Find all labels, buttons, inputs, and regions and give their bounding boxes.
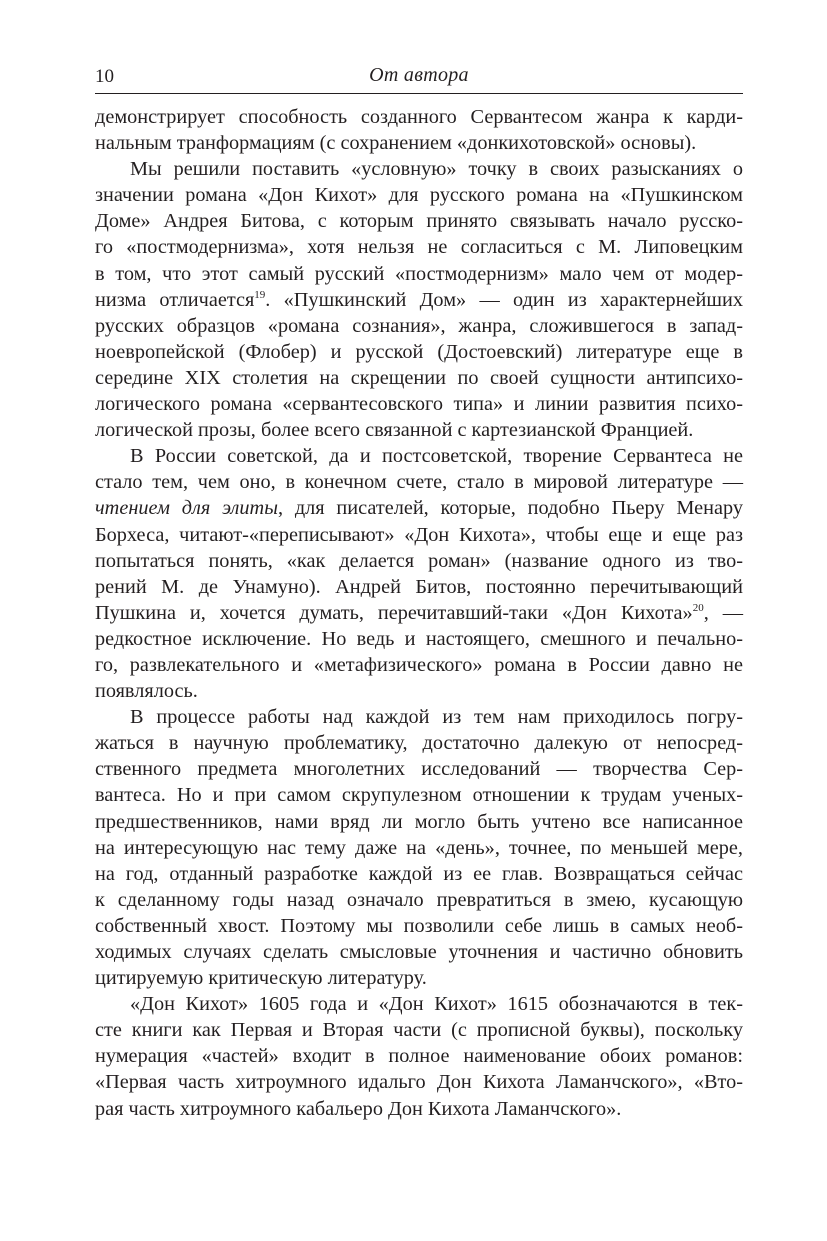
text-line: цитируемую критическую литературу. <box>95 967 427 990</box>
italic-phrase: чтением для элиты <box>95 497 278 520</box>
text-line: ходимых случаях сделать смысловые уточнения и частично обновить <box>95 941 743 963</box>
page-number: 10 <box>95 66 114 87</box>
page-header <box>95 64 743 92</box>
text-fragment: , для писателей, которые, подобно Пьеру Менару <box>277 497 743 520</box>
footnote-ref-20[interactable]: 20 <box>692 601 704 614</box>
text-line: жаться в научную проблематику, достаточно далекую от непосред- <box>95 732 743 755</box>
text-line: демонстрирует способность созданного Сервантесом жанра к карди- <box>95 106 743 128</box>
text-line-with-footnote <box>95 600 743 626</box>
footnote-ref-19[interactable]: 19 <box>254 288 266 301</box>
text-line: Борхеса, читают-«переписывают» «Дон Кихота», чтобы еще и еще раз <box>95 523 743 546</box>
text-line: нальным транформациям (с сохранением «донкихотовской» основы). <box>95 132 697 155</box>
text-line: логической прозы, более всего связанной с картезианской Францией. <box>95 419 694 442</box>
text-line: рая часть хитроумного кабальеро Дон Кихота Ламанчского». <box>95 1097 622 1120</box>
text-line: собственный хвост. Поэтому мы позволили себе лишь в самых необ- <box>95 914 743 937</box>
text-line: редкостное исключение. Но ведь и настоящего, смешного и печально- <box>95 627 743 650</box>
text-line: нумерация «частей» входит в полное наименование обоих романов: <box>95 1045 743 1068</box>
text-line: Мы решили поставить «условную» точку в своих разысканиях о <box>130 158 743 181</box>
text-line: к сделанному годы назад означало превратиться в змею, кусающую <box>95 888 743 911</box>
text-line: появлялось. <box>95 680 198 703</box>
text-line: Доме» Андрея Битова, с которым принято связывать начало русско- <box>95 210 743 233</box>
text-line-with-italic <box>95 495 743 521</box>
text-line: го, развлекательного и «метафизического» романа в России давно не <box>95 653 743 676</box>
text-line: логического романа «сервантесовского типа» и линии развития психо- <box>95 393 743 416</box>
text-line: стало тем, чем оно, в конечном счете, стало в мировой литературе — <box>95 471 743 494</box>
paragraph-5 <box>95 991 743 1121</box>
text-line: сте книги как Первая и Вторая части (с прописной буквы), поскольку <box>95 1019 743 1042</box>
text-fragment: . «Пушкинский Дом» — один из характернейших <box>265 288 743 311</box>
text-line: середине XIX столетия на скрещении по своей сущности антипсихо- <box>95 366 743 389</box>
text-line: «Первая часть хитроумного идальго Дон Кихота Ламанчского», «Вто- <box>95 1071 743 1094</box>
text-fragment: , — <box>703 601 743 624</box>
paragraph-1 <box>95 104 743 156</box>
text-line: рений М. де Унамуно). Андрей Битов, постоянно перечитывающий <box>95 575 743 598</box>
text-line-with-footnote <box>95 287 743 313</box>
text-line: вантеса. Но и при самом скрупулезном отношении к трудам ученых- <box>95 784 743 807</box>
text-line: русских образцов «романа сознания», жанра, сложившегося в запад- <box>95 314 743 337</box>
header-rule <box>95 93 743 94</box>
running-title: От автора <box>369 64 469 86</box>
text-line: на интересующую нас тему даже на «день», точнее, по меньшей мере, <box>95 836 743 859</box>
text-fragment: низма отличается <box>95 288 255 311</box>
paragraph-4 <box>95 704 743 991</box>
body-text <box>95 104 743 1122</box>
paragraph-3 <box>95 443 743 704</box>
text-line: В России советской, да и постсоветской, творение Сервантеса не <box>130 445 743 468</box>
text-line: попытаться понять, «как делается роман» (название одного из тво- <box>95 549 743 572</box>
text-line: В процессе работы над каждой из тем нам приходилось погру- <box>130 706 743 729</box>
text-line: значении романа «Дон Кихот» для русского романа на «Пушкинском <box>95 184 743 207</box>
text-line: го «постмодернизма», хотя нельзя не согласиться с М. Липовецким <box>95 236 743 259</box>
text-fragment: Пушкина и, хочется думать, перечитавший-таки «Дон Кихота» <box>95 601 693 624</box>
text-line: предшественников, нами вряд ли могло быть учтено все написанное <box>95 810 743 833</box>
text-line: «Дон Кихот» 1605 года и «Дон Кихот» 1615 обозначаются в тек- <box>130 993 743 1016</box>
text-line: ноевропейской (Флобер) и русской (Достоевский) литературе еще в <box>95 340 743 363</box>
text-line: в том, что этот самый русский «постмодернизм» мало чем от модер- <box>95 262 743 285</box>
text-line: на год, отданный разработке каждой из ее глав. Возвращаться сейчас <box>95 862 743 885</box>
text-line: ственного предмета многолетних исследований — творчества Сер- <box>95 758 743 781</box>
paragraph-2 <box>95 156 743 443</box>
